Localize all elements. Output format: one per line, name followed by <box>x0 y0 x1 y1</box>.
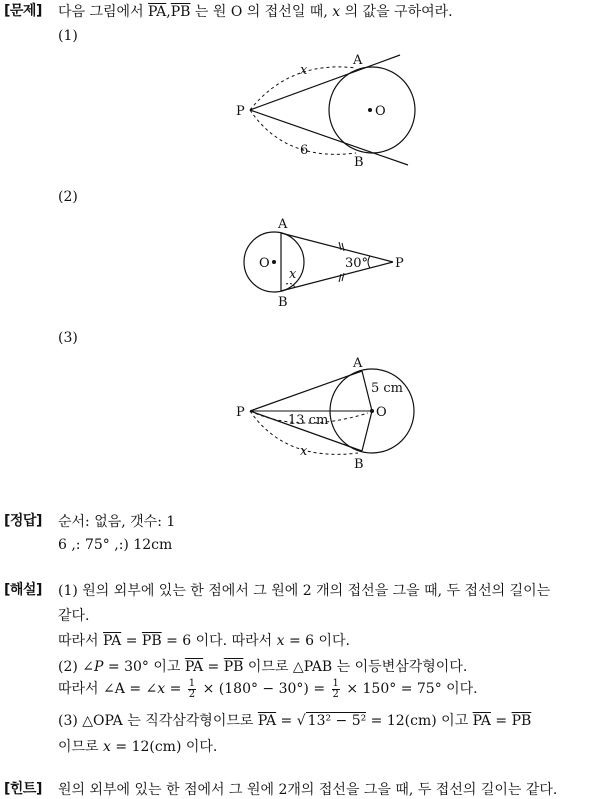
answer-line-1: 순서: 없음, 갯수: 1 <box>58 514 176 530</box>
fig3-label-a: A <box>353 356 363 371</box>
fig2-label-a: A <box>278 217 288 232</box>
answer-label: [정답] <box>4 513 42 529</box>
part-1-label: (1) <box>58 28 78 44</box>
var-x: x <box>332 4 341 20</box>
fig2-label-o: O <box>259 256 270 271</box>
fig1-label-x: x <box>300 63 308 78</box>
fig3-tangent-a <box>250 371 362 411</box>
fig1-label-b: B <box>354 155 364 170</box>
fig3-label-d: 13 cm <box>288 413 329 428</box>
figure-1 <box>0 40 593 220</box>
solution-line-2: 같다. <box>58 608 90 624</box>
fig1-center-dot <box>368 108 372 112</box>
figure-2 <box>0 212 593 312</box>
fig1-label-o: O <box>375 104 386 119</box>
fig1-tangent-a <box>250 55 400 110</box>
fig2-label-x: x <box>289 267 297 282</box>
fig3-label-r: 5 cm <box>371 381 404 396</box>
fig3-label-p: P <box>236 405 245 420</box>
fig3-label-o: O <box>376 405 387 420</box>
solution-line-6: (3) △OPA 는 직각삼각형이므로 $\overline{PA}$ = √ 13² − 5² = 12(cm) 이고 $\overline{PA} = \overline{PB}$ <box>58 713 532 729</box>
fig3-radius-ob <box>362 411 372 451</box>
segment-pb: $\overline{PB}$ <box>170 4 191 20</box>
fig2-tangent-a <box>281 233 393 262</box>
part-2-label: (2) <box>58 189 78 205</box>
stmt-post: 는 원 O 의 접선일 때, <box>190 4 333 20</box>
solution-line-7: 이므로 x = 12(cm) 이다. <box>58 739 218 755</box>
solution-line-1: (1) 원의 외부에 있는 한 점에서 그 원에 2 개의 접선을 그을 때, 두 접선의 길이는 <box>58 583 551 599</box>
fig2-label-b: B <box>278 295 288 310</box>
fig3-label-b: B <box>354 457 364 472</box>
fig2-tick-a2 <box>342 243 344 251</box>
fig2-tangent-b <box>281 262 393 291</box>
answer-line-2: 6 ,: 75° ,:) 12cm <box>58 537 173 553</box>
hint-text: 원의 외부에 있는 한 점에서 그 원에 2개의 접선을 그을 때, 두 접선의 길이는 같다. <box>58 782 558 798</box>
fig3-label-x: x <box>300 444 308 459</box>
fig2-label-p: P <box>395 256 404 271</box>
fig2-label-angle: 30° <box>345 256 369 271</box>
fig2-center-dot <box>272 260 276 264</box>
solution-label: [해설] <box>4 582 42 598</box>
stmt-end: 의 값을 구하여라. <box>340 4 453 20</box>
fig2-angle-arc <box>368 256 370 268</box>
stmt-pre: 다음 그림에서 <box>58 4 149 20</box>
problem-label: [문제] <box>4 3 42 19</box>
part-3-label: (3) <box>58 330 78 346</box>
comma: , <box>166 4 171 20</box>
fig3-center-dot <box>370 409 374 413</box>
segment-pa: $\overline{PA}$ <box>148 4 167 20</box>
fig1-label-6: 6 <box>300 143 309 158</box>
solution-line-3: 따라서 $\overline{PA} = \overline{PB} = 6$ 이다. 따라서 x = 6 이다. <box>58 633 351 649</box>
problem-statement <box>58 1 453 21</box>
fig2-tick-b2 <box>342 273 344 281</box>
figure-3 <box>0 350 593 480</box>
solution-line-4: (2) ∠P = 30° 이고 $\overline{PA} = \overline{PB}$ 이므로 △PAB 는 이등변삼각형이다. <box>58 659 468 675</box>
fig1-label-a: A <box>353 53 363 68</box>
fig1-label-p: P <box>236 104 245 119</box>
solution-line-5: 따라서 ∠A = ∠x = $\frac{1}{2}$ × (180° − 30°) = $\frac{1}{2}$ × 150° = 75° 이다. <box>58 677 478 700</box>
hint-label: [힌트] <box>4 781 42 797</box>
